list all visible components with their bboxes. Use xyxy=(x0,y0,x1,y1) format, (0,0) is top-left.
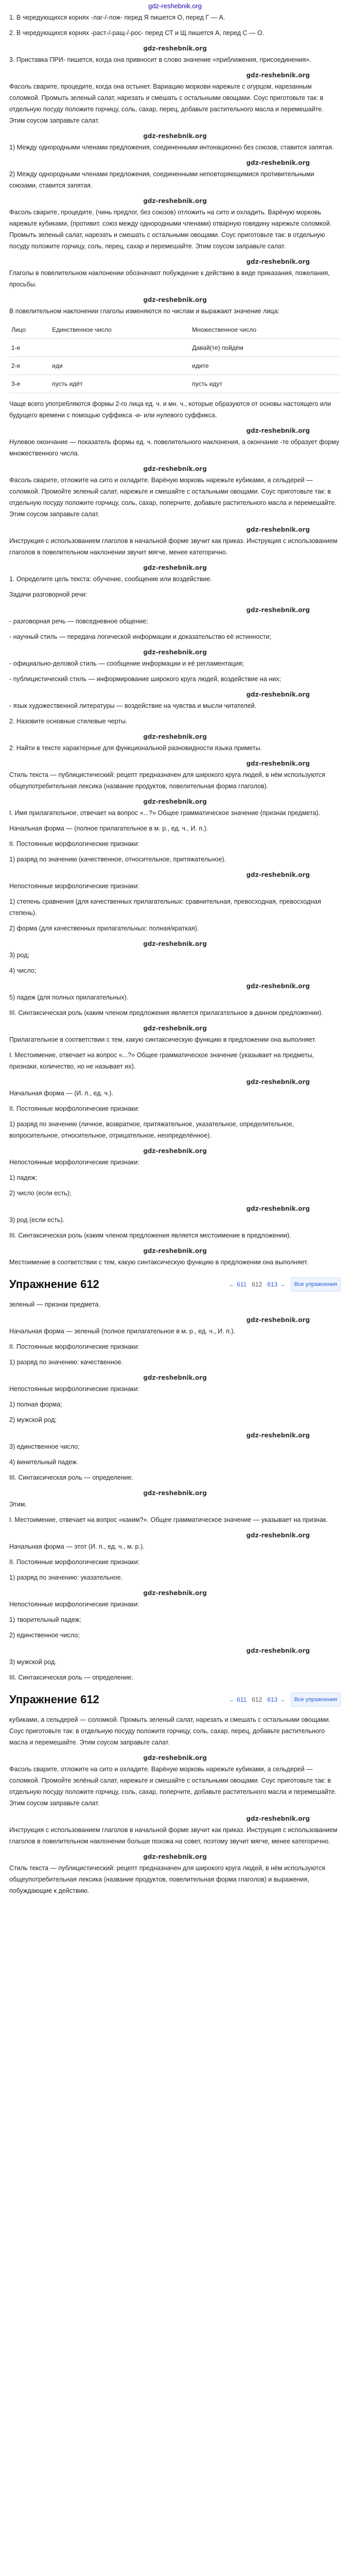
paragraph: 2. Найти в тексте характерные для функциональной разновидности языка приметы. xyxy=(9,744,262,752)
article-content xyxy=(0,10,350,1896)
watermark: gdz-reshebnik.org xyxy=(246,1432,310,1439)
all-exercises-button[interactable]: Все упражнения xyxy=(291,1692,341,1707)
paragraph: 1) разряд по значению (качественное, относительное, притяжательное). xyxy=(9,856,226,863)
paragraph: III. Синтаксическая роль (каким членом предложения является прилагательное в данном предложении). xyxy=(9,1009,323,1016)
paragraph: Непостоянные морфологические признаки: xyxy=(9,1601,139,1608)
paragraph: II. Постоянные морфологические признаки: xyxy=(9,840,139,848)
paragraph: 1. Определите цель текста: обучение, сообщение или воздействие. xyxy=(9,575,212,583)
paragraph: В повелительном наклонении глаголы изменяются по числам и выражают значение лица: xyxy=(9,308,279,315)
watermark: gdz-reshebnik.org xyxy=(246,526,310,533)
paragraph: Фасоль сварите, отложите на сито и охладите. Варёную морковь нарежьте кубиками, а сельдерей — соломкой. Промойте зелёный салат, нарежьте и смешайте с остальными овощами. Соус приготовьте так: в отдельную посуду положите горчицу, соль, сахар, поперчите, добавьте растительного масла и перемешайте. Этим соусом заправьте салат. xyxy=(9,1766,337,1807)
table-header: Множественное число xyxy=(190,321,341,339)
watermark: gdz-reshebnik.org xyxy=(143,1247,207,1255)
paragraph: - научный стиль — передача логической информации и доказательство её истинности; xyxy=(9,633,271,640)
watermark: gdz-reshebnik.org xyxy=(143,465,207,472)
paragraph: Стиль текста — публицистический: рецепт предназначен для широкого круга людей, в нём используются общеупотребительная лексика (название продуктов, повелительная форма глаголов). xyxy=(9,771,325,790)
watermark: gdz-reshebnik.org xyxy=(246,1316,310,1324)
paragraph: 1) разряд по значению: указательное. xyxy=(9,1574,123,1581)
paragraph: 2) единственное число; xyxy=(9,1632,80,1639)
site-url[interactable]: gdz-reshebnik.org xyxy=(148,2,202,10)
paragraph: 3) мужской род. xyxy=(9,1658,57,1666)
table-row xyxy=(9,375,341,393)
paragraph: кубиками, а сельдерей — соломкой. Промыть зеленый салат, нарезать и смешать с остальными овощами. Соус приготовьте так: в отдельную посуду положите горчицу, соль, сахар, перец, добавьте растительного масла и перемешайте. Этим соусом заправьте салат. xyxy=(9,1716,331,1746)
paragraph: 2) форма (для качественных прилагательных: полная/краткая). xyxy=(9,925,199,932)
paragraph: Непостоянные морфологические признаки: xyxy=(9,1385,139,1393)
paragraph: 3) род (если есть). xyxy=(9,1216,65,1224)
paragraph: Начальная форма — зеленый (полное прилагательное в м. р., ед. ч., И. п.). xyxy=(9,1328,235,1335)
paragraph: 1) падеж; xyxy=(9,1174,38,1181)
paragraph: Непостоянные морфологические признаки: xyxy=(9,1159,139,1166)
watermark: gdz-reshebnik.org xyxy=(143,1489,207,1497)
table-cell: 1-е xyxy=(9,339,50,357)
current-exercise-number: 612 xyxy=(252,1281,262,1288)
paragraph: Непостоянные морфологические признаки: xyxy=(9,883,139,890)
watermark: gdz-reshebnik.org xyxy=(246,258,310,265)
paragraph: 2) мужской род; xyxy=(9,1416,57,1423)
paragraph: Инструкция с использованием глаголов в начальной форме звучит как приказ. Инструкция с использованием глаголов в повелительном наклонении больше похожа на совет, поэтому звучит мягче, менее категорично. xyxy=(9,1826,338,1845)
current-exercise-number: 612 xyxy=(252,1696,262,1703)
paragraph: - язык художественной литературы — воздействие на чувства и мысли читателей. xyxy=(9,702,257,709)
watermark: gdz-reshebnik.org xyxy=(246,159,310,166)
table-cell: идите xyxy=(190,357,341,375)
paragraph: 4) число; xyxy=(9,967,37,974)
paragraph: Фасоль сварите, отложите на сито и охладите. Варёную морковь нарежьте кубиками, а сельдерей — соломкой. Промойте зеленый салат, нарежьте и смешайте с остальными овощами. Соус приготовьте так: в отдельную посуду положите горчицу, соль, сахар, поперчите, добавьте растительного масла и перемешайте. Этим соусом заправьте салат. xyxy=(9,477,337,518)
watermark: gdz-reshebnik.org xyxy=(143,798,207,805)
paragraph: III. Синтаксическая роль — определение. xyxy=(9,1674,133,1681)
watermark: gdz-reshebnik.org xyxy=(143,296,207,303)
paragraph: 1. В чередующихся корнях -лаг-/-лож- перед Я пишется О, перед Г — А. xyxy=(9,14,225,21)
paragraph: Чаще всего употребляются формы 2-го лица ед. ч. и мн. ч., которые образуются от основы настоящего или будущего времени с помощью суффикса -и- или нулевого суффикса. xyxy=(9,400,331,419)
paragraph: III. Синтаксическая роль (каким членом предложения является местоимение в предложении). xyxy=(9,1232,291,1239)
exercise-header xyxy=(9,1277,341,1292)
watermark: gdz-reshebnik.org xyxy=(246,871,310,878)
all-exercises-button[interactable]: Все упражнения xyxy=(291,1277,341,1292)
paragraph: II. Постоянные морфологические признаки: xyxy=(9,1558,139,1566)
watermark: gdz-reshebnik.org xyxy=(246,1647,310,1654)
table-cell: 2-е xyxy=(9,357,50,375)
table-cell: 3-е xyxy=(9,375,50,393)
paragraph: Прилагательное в соответствии с тем, какую синтаксическую функцию в предложении она выполняет. xyxy=(9,1036,317,1043)
watermark: gdz-reshebnik.org xyxy=(143,564,207,571)
watermark: gdz-reshebnik.org xyxy=(246,982,310,990)
table-cell: иди xyxy=(50,357,190,375)
paragraph: 2. В чередующихся корнях -раст-/-ращ-/-рос- перед СТ и Щ пишется А, перед С — О. xyxy=(9,29,265,37)
watermark: gdz-reshebnik.org xyxy=(143,649,207,656)
paragraph: III. Синтаксическая роль — определение. xyxy=(9,1474,133,1481)
paragraph: 4) винительный падеж. xyxy=(9,1459,79,1466)
paragraph: Задачи разговорной речи: xyxy=(9,591,87,598)
exercise-pager xyxy=(229,1692,341,1707)
paragraph: Стиль текста — публицистический: рецепт предназначен для широкого круга людей, в нём используются общеупотребительная лексика (название продуктов, повелительная форма глаголов) и выражения, побуждающие к действию. xyxy=(9,1865,325,1894)
paragraph: I. Местоимение, отвечает на вопрос «...?» Общее грамматическое значение (указывает на предметы, признаки, количество, но не называет их). xyxy=(9,1052,314,1070)
paragraph: 2. Назовите основные стилевые черты. xyxy=(9,718,128,725)
watermark: gdz-reshebnik.org xyxy=(246,606,310,614)
next-exercise-button[interactable]: 613 → xyxy=(267,1281,286,1288)
paragraph: Начальная форма — (полное прилагательное в м. р., ед. ч., И. п.). xyxy=(9,825,208,832)
prev-exercise-button[interactable]: ← 611 xyxy=(229,1281,247,1288)
watermark: gdz-reshebnik.org xyxy=(143,1589,207,1597)
paragraph: 3. Пpиставка ПРИ- пишется, когда она привносит в слово значение «приближения, присоединения». xyxy=(9,56,311,63)
table-header: Единственное число xyxy=(50,321,190,339)
paragraph: 1) Между однородными членами предложения, соединенными интонационно без союзов, ставится запятая. xyxy=(9,144,334,151)
paragraph: 5) падеж (для полных прилагательных). xyxy=(9,994,129,1001)
watermark: gdz-reshebnik.org xyxy=(246,691,310,698)
paragraph: I. Местоимение, отвечает на вопрос «каким?». Общее грамматическое значение — указывает на признак. xyxy=(9,1516,328,1523)
watermark: gdz-reshebnik.org xyxy=(143,1754,207,1761)
paragraph: Начальная форма — этот (И. п., ед. ч., м. р.). xyxy=(9,1543,145,1550)
paragraph: 1) полная форма; xyxy=(9,1401,62,1408)
paragraph: 1) разряд по значению (личное, возвратное, притяжательное, указательное, определительное, вопросительное, относительное, отрицательное, неопределённое). xyxy=(9,1121,294,1139)
table-cell xyxy=(50,339,190,357)
watermark: gdz-reshebnik.org xyxy=(246,72,310,79)
paragraph: 3) единственное число; xyxy=(9,1443,80,1450)
watermark: gdz-reshebnik.org xyxy=(246,760,310,767)
table-header-row xyxy=(9,321,341,339)
paragraph: 1) разряд по значению: качественное. xyxy=(9,1359,124,1366)
watermark: gdz-reshebnik.org xyxy=(246,1078,310,1086)
paragraph: Нулевое окончание — показатель формы ед. ч. повелительного наклонения, а окончание -те образует форму множественного числа. xyxy=(9,438,340,457)
table-cell: Давай(те) пойдём xyxy=(190,339,341,357)
paragraph: Фасоль сварите, процедите, когда она остынет. Вариацию моркови нарежьте с огурцом, нарезанным соломкой. Промыть зеленый салат, нарезать и смешать с остальными овощами. Соус приготовьте так: в отдельную посуду положите горчицу, соль, сахар, перец, добавьте растительного масла и перемешайте. Этим соусом заправьте салат. xyxy=(9,83,324,124)
exercise-pager xyxy=(229,1277,341,1292)
paragraph: Этим. xyxy=(9,1501,27,1508)
watermark: gdz-reshebnik.org xyxy=(143,1853,207,1860)
paragraph: - официально-деловой стиль — сообщение информации и её регламентация; xyxy=(9,660,244,667)
paragraph: I. Имя прилагательное, отвечает на вопрос «...?» Общее грамматическое значение (признак предмета). xyxy=(9,809,321,817)
imperative-table xyxy=(9,321,341,393)
paragraph: II. Постоянные морфологические признаки: xyxy=(9,1105,139,1112)
paragraph: 3) род; xyxy=(9,952,29,959)
watermark: gdz-reshebnik.org xyxy=(246,427,310,434)
table-row xyxy=(9,339,341,357)
paragraph: 2) Между однородными членами предложения, соединенными неповторяющимися противительными союзами, ставится запятая. xyxy=(9,171,314,189)
watermark: gdz-reshebnik.org xyxy=(143,197,207,205)
watermark: gdz-reshebnik.org xyxy=(246,1815,310,1822)
exercise-header-bottom xyxy=(9,1692,341,1707)
watermark: gdz-reshebnik.org xyxy=(143,1025,207,1032)
paragraph: II. Постоянные морфологические признаки: xyxy=(9,1343,139,1350)
watermark: gdz-reshebnik.org xyxy=(246,1532,310,1539)
paragraph: - публицистический стиль — информирование широкого круга людей, воздействие на них; xyxy=(9,675,281,683)
paragraph: - разговорная речь — повседневное общение; xyxy=(9,618,148,625)
watermark: gdz-reshebnik.org xyxy=(143,733,207,740)
watermark: gdz-reshebnik.org xyxy=(143,1374,207,1381)
paragraph: Инструкция с использованием глаголов в начальной форме звучит как приказ. Инструкция с использованием глаголов в повелительном наклонении звучит мягче, менее категорично. xyxy=(9,537,338,556)
watermark: gdz-reshebnik.org xyxy=(143,132,207,140)
next-exercise-button[interactable]: 613 → xyxy=(267,1696,286,1703)
table-cell: пусть идёт xyxy=(50,375,190,393)
watermark: gdz-reshebnik.org xyxy=(246,1205,310,1212)
paragraph: зеленый — признак предмета. xyxy=(9,1301,100,1308)
watermark: gdz-reshebnik.org xyxy=(143,940,207,947)
paragraph: Глаголы в повелительном наклонении обозначают побуждение к действию в виде приказания, пожелания, просьбы. xyxy=(9,269,330,288)
exercise-title: Упражнение 612 xyxy=(9,1278,99,1291)
table-cell: пусть идут xyxy=(190,375,341,393)
paragraph: 1) степень сравнения (для качественных прилагательных: сравнительная, превосходная, превосходная степень). xyxy=(9,898,321,917)
paragraph: 2) число (если есть); xyxy=(9,1190,72,1197)
watermark: gdz-reshebnik.org xyxy=(143,1147,207,1155)
table-row xyxy=(9,357,341,375)
watermark: gdz-reshebnik.org xyxy=(143,45,207,52)
prev-exercise-button[interactable]: ← 611 xyxy=(229,1696,247,1703)
paragraph: Местоимение в соответствии с тем, какую синтаксическую функцию в предложении она выполняет. xyxy=(9,1259,308,1266)
table-header: Лицо xyxy=(9,321,50,339)
paragraph: 1) творительный падеж; xyxy=(9,1616,81,1623)
exercise-title: Упражнение 612 xyxy=(9,1693,99,1706)
paragraph: Фасоль сварите, процедите, (чинь предлог, без союзов) отложить на сито и охладить. Варёную морковь нарежьте кубиками, (противит. союз между однородными членами) отварную говядину нарежьте соломкой. Промыть зеленый салат, нарезать и смешать с остальными овощами. Соус приготовьте так: в отдельную посуду положите горчицу, соль, перец, сахар и перемешайте. Этим соусом заправьте салат. xyxy=(9,209,332,250)
paragraph: Начальная форма — (И. п., ед. ч.). xyxy=(9,1090,114,1097)
